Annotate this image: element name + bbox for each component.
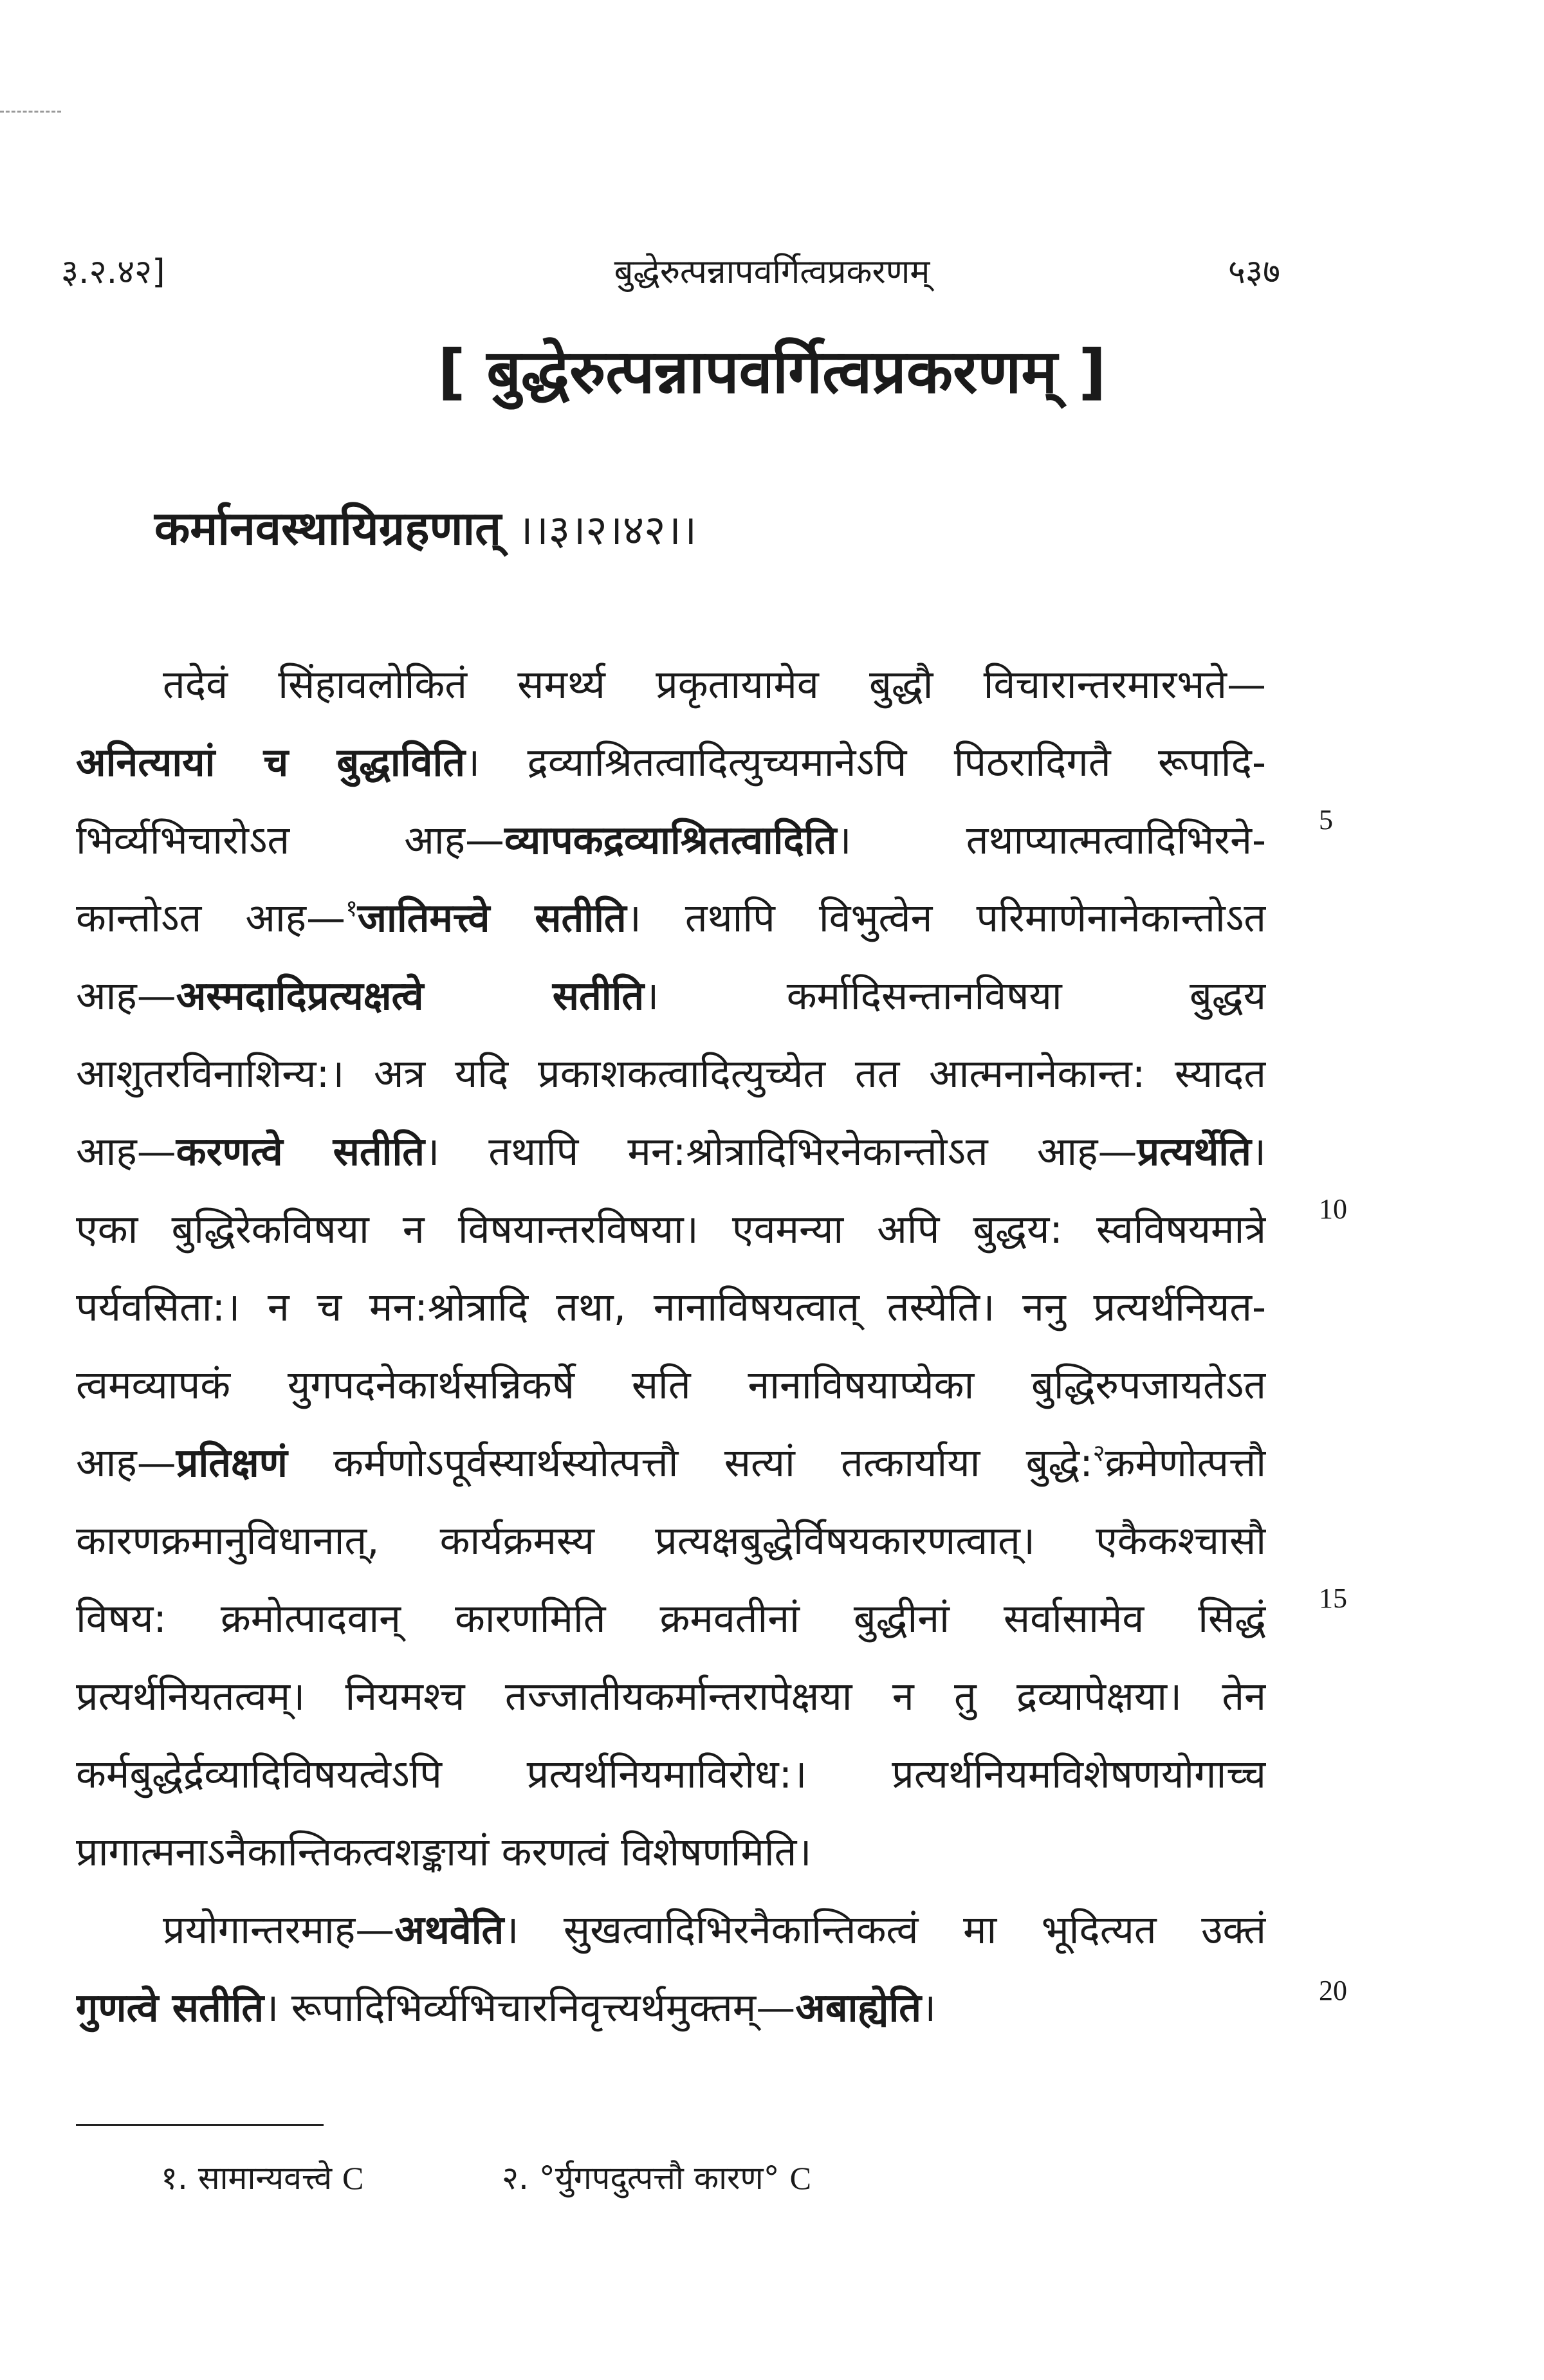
sutra-text: कर्मानवस्थायिग्रहणात् xyxy=(154,501,502,555)
page-number: ५३७ xyxy=(1227,253,1280,291)
text-line xyxy=(76,883,1266,954)
footnote-ref: १ xyxy=(345,895,358,922)
lemma-text: अबाह्येति xyxy=(795,1985,922,2031)
sutra xyxy=(154,495,1312,558)
line-text: । तथापि विभुत्वेन परिमाणेनानेकान्तोऽत xyxy=(626,895,1266,941)
footnote-source: C xyxy=(342,2160,364,2196)
lemma-text: अथवेति xyxy=(394,1907,504,1953)
section-title: [ बुद्धेरुत्पन्नापवर्गित्वप्रकरणम् ] xyxy=(437,337,1107,407)
text-line xyxy=(76,1350,1266,1421)
line-text: पर्यवसिता:। न च मन:श्रोत्रादि तथा, नानाविषयत्वात् तस्येति। ननु प्रत्यर्थनियत- xyxy=(76,1285,1266,1330)
footnote-marker: २. xyxy=(502,2159,529,2197)
text-line xyxy=(76,1584,1266,1654)
line-text: भिर्व्यभिचारोऽत आह— xyxy=(76,818,505,863)
text-line xyxy=(76,1117,1266,1187)
line-text: कारणक्रमानुविधानात्, कार्यक्रमस्य प्रत्यक्षबुद्धेर्विषयकारणत्वात्। एकैकश्चासौ xyxy=(76,1518,1266,1564)
text-line xyxy=(76,1272,1266,1343)
text-line xyxy=(76,1428,1266,1499)
line-text: कान्तोऽत आह— xyxy=(76,895,346,941)
line-number: 5 xyxy=(1319,804,1333,836)
line-text: । रूपादिभिर्व्यभिचारनिवृत्त्यर्थमुक्तम्— xyxy=(264,1985,796,2031)
line-text: । सुखत्वादिभिरनैकान्तिकत्वं मा भूदित्यत उक्तं xyxy=(504,1907,1266,1953)
text-line xyxy=(76,650,1266,720)
line-text: । द्रव्याश्रितत्वादित्युच्यमानेऽपि पिठरादिगतै रूपादि- xyxy=(465,740,1266,785)
footnote-source: C xyxy=(789,2160,811,2196)
line-number: 10 xyxy=(1319,1193,1347,1225)
line-text: कर्मणोऽपूर्वस्यार्थस्योत्पत्तौ सत्यां तत्कार्याया बुद्धे: xyxy=(287,1440,1093,1486)
line-text: आह— xyxy=(76,1440,176,1486)
line-text: । तथाप्यात्मत्वादिभिरने- xyxy=(836,818,1266,863)
line-text: कर्मबुद्धेर्द्रव्यादिविषयत्वेऽपि प्रत्यर्थनियमाविरोध:। प्रत्यर्थनियमविशेषणयोगाच्च xyxy=(76,1752,1266,1797)
footnote-text: सामान्यवत्त्वे xyxy=(198,2159,333,2197)
line-text: आह— xyxy=(76,1129,176,1175)
line-text: त्वमव्यापकं युगपदनेकार्थसन्निकर्षे सति नानाविषयाप्येका बुद्धिरुपजायतेऽत xyxy=(76,1362,1266,1408)
line-text: । xyxy=(921,1985,937,2031)
line-text: । कर्मादिसन्तानविषया बुद्धय xyxy=(644,973,1266,1019)
footnote-1 xyxy=(161,2155,363,2199)
line-number: 20 xyxy=(1319,1975,1347,2006)
lemma-text: प्रत्यर्थेति xyxy=(1137,1129,1251,1175)
text-line xyxy=(76,961,1266,1032)
text-line xyxy=(76,805,1266,876)
lemma-text: अनित्यायां च बुद्धाविति xyxy=(76,740,466,785)
line-text: आह— xyxy=(76,973,176,1019)
footnote-2 xyxy=(502,2155,811,2199)
footnote-marker: १. xyxy=(161,2159,188,2197)
line-number: 15 xyxy=(1319,1582,1347,1614)
section-reference: ३.२.४२] xyxy=(61,253,165,291)
footnote-rule xyxy=(76,2124,324,2126)
text-line xyxy=(76,1973,1266,2044)
running-head xyxy=(0,248,1544,293)
footnote-text: °र्युगपदुत्पत्तौ कारण° xyxy=(538,2159,780,2197)
line-text: । तथापि मन:श्रोत्रादिभिरनेकान्तोऽत आह— xyxy=(425,1129,1137,1175)
line-text: प्रयोगान्तरमाह— xyxy=(163,1907,395,1953)
text-line xyxy=(76,1739,1266,1810)
line-text: विषय: क्रमोत्पादवान् कारणमिति क्रमवतीनां बुद्धीनां सर्वासामेव सिद्धं xyxy=(76,1596,1266,1642)
scan-artifact-mark xyxy=(0,111,61,113)
text-line xyxy=(76,728,1266,798)
lemma-text: गुणत्वे सतीति xyxy=(76,1985,264,2031)
footnote-ref: २ xyxy=(1092,1440,1105,1467)
text-line xyxy=(76,1039,1266,1110)
sutra-number: ।।३।२।४२।। xyxy=(517,507,697,554)
line-text: । xyxy=(1251,1129,1266,1175)
line-text: प्रागात्मनाऽनैकान्तिकत्वशङ्कायां करणत्वं विशेषणमिति। xyxy=(76,1829,812,1875)
line-text: तदेवं सिंहावलोकितं समर्थ्य प्रकृतायामेव बुद्धौ विचारान्तरमारभते— xyxy=(163,662,1266,708)
running-title: बुद्धेरुत्पन्नापवर्गित्वप्रकरणम् xyxy=(614,253,930,291)
text-line xyxy=(76,1661,1266,1732)
line-text: क्रमेणोत्पत्तौ xyxy=(1105,1440,1266,1486)
line-text: एका बुद्धिरेकविषया न विषयान्तरविषया। एवमन्या अपि बुद्धय: स्वविषयमात्रे xyxy=(76,1207,1266,1252)
line-text: आशुतरविनाशिन्य:। अत्र यदि प्रकाशकत्वादित्युच्येत तत आत्मनानेकान्त: स्यादत xyxy=(76,1051,1266,1097)
line-text: प्रत्यर्थनियतत्वम्। नियमश्च तज्जातीयकर्मान्तरापेक्षया न तु द्रव्यापेक्षया। तेन xyxy=(76,1674,1266,1719)
lemma-text: व्यापकद्रव्याश्रितत्वादिति xyxy=(504,818,837,863)
text-line xyxy=(76,1817,1266,1888)
lemma-text: जातिमत्त्वे सतीति xyxy=(357,895,627,941)
text-line xyxy=(76,1895,1266,1966)
text-line xyxy=(76,1195,1266,1265)
lemma-text: अस्मदादिप्रत्यक्षत्वे सतीति xyxy=(176,973,645,1019)
lemma-text: प्रतिक्षणं xyxy=(176,1440,288,1486)
lemma-text: करणत्वे सतीति xyxy=(176,1129,425,1175)
text-line xyxy=(76,1506,1266,1577)
